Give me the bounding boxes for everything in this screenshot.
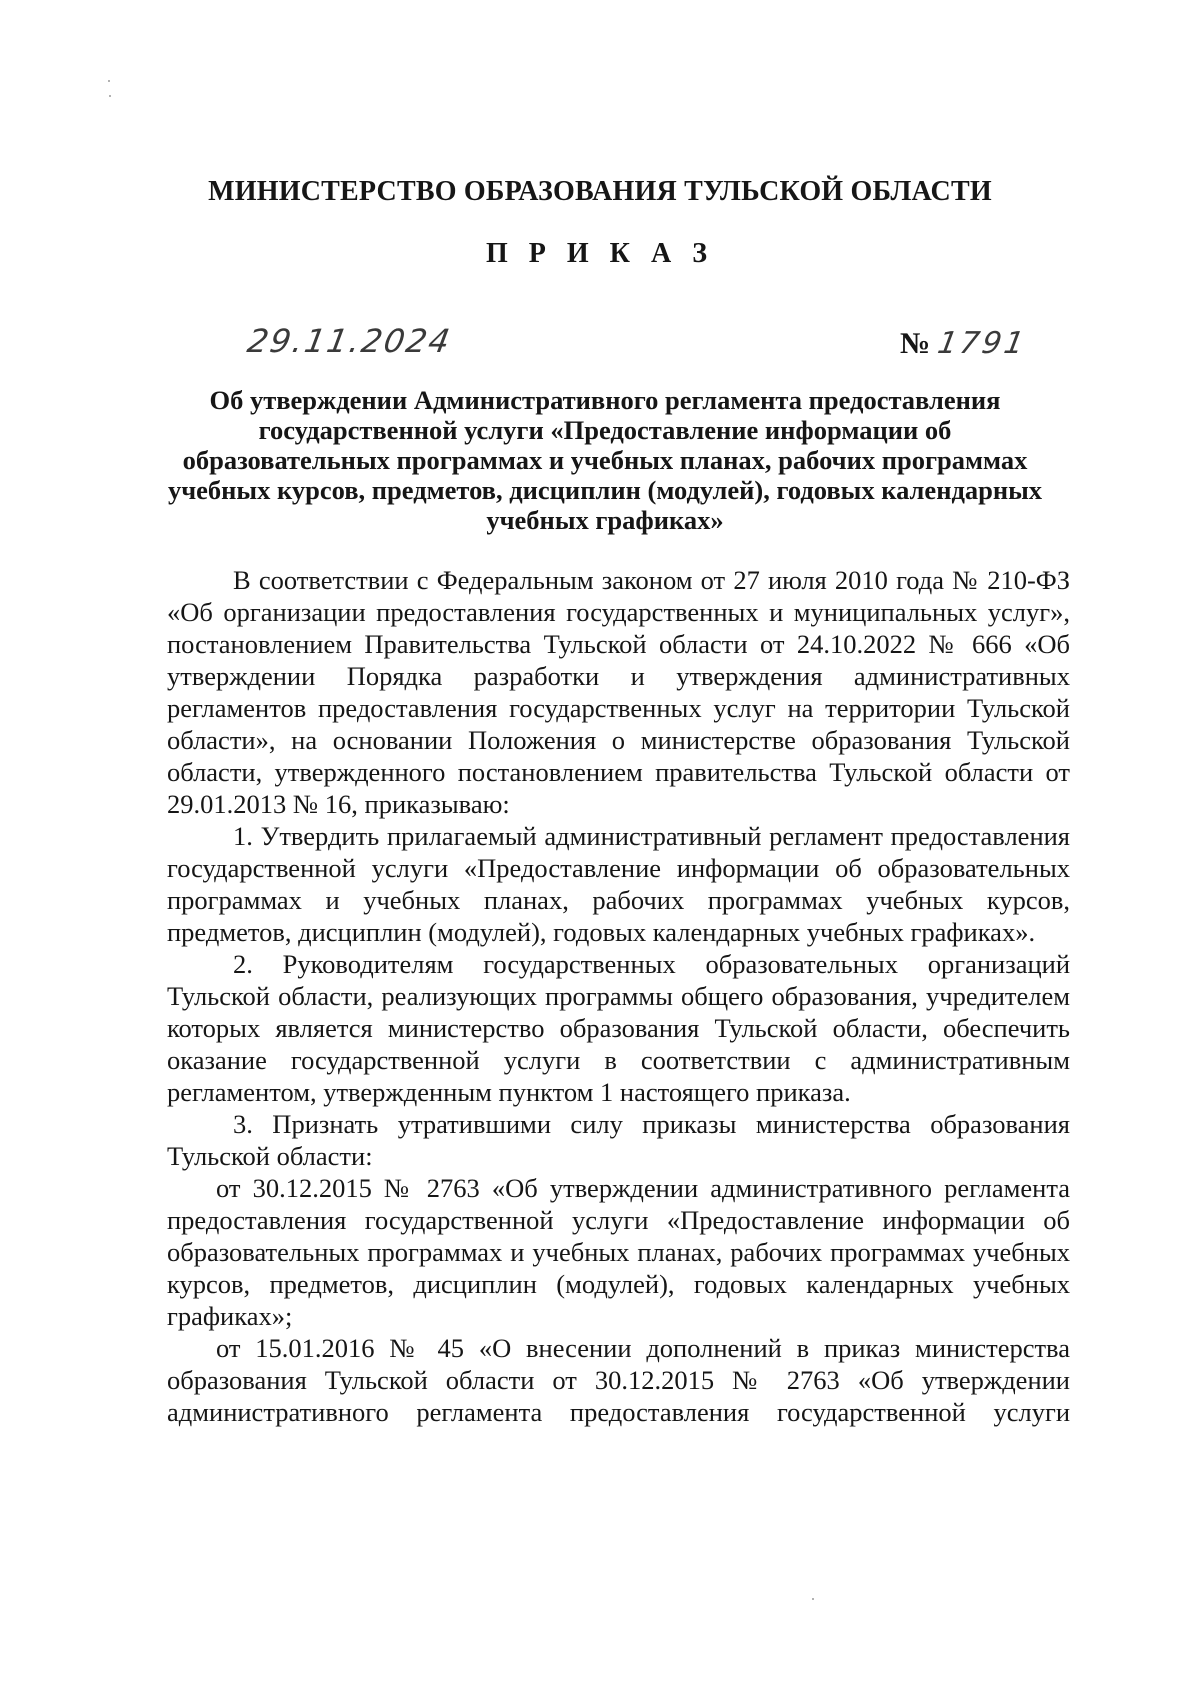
order-number xyxy=(900,326,1030,361)
scan-speck xyxy=(109,95,111,97)
number-sign: № xyxy=(900,327,931,360)
item-2-paragraph: 2. Руководителям государственных образовательных организаций Тульской области, реализующих программы общего образования, учредителем которых является министерство образования Тульской области, обеспечить оказание государственной услуги в соответствии с административным регламентом, утвержденным пунктом 1 настоящего приказа. xyxy=(167,949,1070,1107)
scan-speck xyxy=(108,80,110,82)
document-type-heading: П Р И К А З xyxy=(486,238,714,269)
document-body xyxy=(167,564,1070,1428)
handwritten-number: 1791 xyxy=(935,326,1030,361)
document-title: Об утверждении Административного регламента предоставления государственной услуги «Предоставление информации об образовательных программах и учебных планах, рабочих программах учебных курсов, предметов, дисциплин (модулей), годовых календарных учебных графиках» xyxy=(167,385,1043,535)
ministry-heading: МИНИСТЕРСТВО ОБРАЗОВАНИЯ ТУЛЬСКОЙ ОБЛАСТИ xyxy=(208,176,992,207)
item-1-paragraph: 1. Утвердить прилагаемый административный регламент предоставления государственной услуги «Предоставление информации об образовательных программах и учебных планах, рабочих программах учебных курсов, предметов, дисциплин (модулей), годовых календарных учебных графиках». xyxy=(167,821,1070,947)
scan-speck xyxy=(812,1598,814,1600)
repealed-order-2: от 15.01.2016 № 45 «О внесении дополнений в приказ министерства образования Тульской области от 30.12.2015 № 2763 «Об утверждении административного регламента предоставления государственной услуги xyxy=(167,1333,1070,1427)
repealed-order-1: от 30.12.2015 № 2763 «Об утверждении административного регламента предоставления государственной услуги «Предоставление информации об образовательных программах и учебных планах, рабочих программах учебных курсов, предметов, дисциплин (модулей), годовых календарных учебных графиках»; xyxy=(167,1173,1070,1331)
intro-paragraph: В соответствии с Федеральным законом от 27 июля 2010 года № 210-ФЗ «Об организации предоставления государственных и муниципальных услуг», постановлением Правительства Тульской области от 24.10.2022 № 666 «Об утверждении Порядка разработки и утверждения административных регламентов предоставления государственных услуг на территории Тульской области», на основании Положения о министерстве образования Тульской области, утвержденного постановлением правительства Тульской области от 29.01.2013 № 16, приказываю: xyxy=(167,565,1070,819)
item-3-paragraph: 3. Признать утратившими силу приказы министерства образования Тульской области: xyxy=(167,1109,1070,1171)
handwritten-date: 29.11.2024 xyxy=(244,322,455,360)
